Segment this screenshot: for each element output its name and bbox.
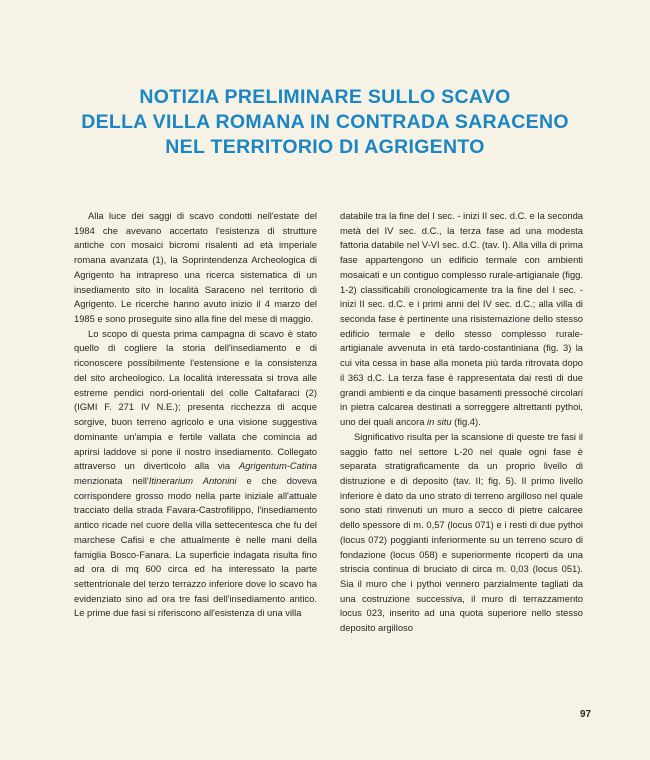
title-line-1: NOTIZIA PRELIMINARE SULLO SCAVO xyxy=(139,86,511,108)
title-line-2: DELLA VILLA ROMANA IN CONTRADA SARACENO xyxy=(81,111,569,133)
phases-text-b: (fig.4). xyxy=(451,416,481,428)
paragraph-sector xyxy=(340,430,583,636)
paragraph-phases xyxy=(340,209,583,430)
paragraph-intro xyxy=(74,209,317,327)
title-line-3: NEL TERRITORIO DI AGRIGENTO xyxy=(165,136,485,158)
scope-text-c: e che doveva corrispondere grosso modo nella parte iniziale all'attuale tracciato della strada Favara-Castrofilippo, l'insediamento antico ricade nel cuore della villa settecentesca che fu del marchese Cafisi e che attualmente è nelle mani della famiglia Bosco-Fanara. La superficie indagata risulta fino ad ora di mq 600 circa ed ha interessato la parte settentrionale del terzo terrazzo inferiore dove lo scavo ha evidenziato sino ad ora tre fasi dell'insediamento antico. Le prime due fasi si riferiscono all'esistenza di una villa xyxy=(74,474,318,619)
scope-italic-road: Agrigentum-Catina xyxy=(238,460,317,472)
paragraph-intro-text: Alla luce dei saggi di scavo condotti nell'estate del 1984 che avevano accertato l'esistenza di strutture antiche con mosaici bicromi risalenti ad età imperiale romana avanzata (1), la Soprintendenza Archeologica di Agrigento ha intrapreso una ricerca sistematica di un insediamento sito in località Saraceno nel territorio di Agrigento. Le ricerche hanno avuto inizio il 4 marzo del 1985 e sono proseguite sino alla fine del mese di maggio. xyxy=(74,210,317,325)
phases-italic-in-situ: in situ xyxy=(427,416,452,428)
scope-italic-itinerarium: Itinerarium Antonini xyxy=(148,474,237,486)
page-number: 97 xyxy=(580,709,592,720)
article-title xyxy=(0,85,650,160)
sector-text: Significativo risulta per la scansione di queste tre fasi il saggio fatto nel settore L-20 nel quale ogni fase è separata stratigraficamente da un proprio livello di distruzione e di deposito (tav. II; fig. 5). Il primo livello inferiore è dato da uno strato di terreno argilloso nel quale sono stati rinvenuti un muro a secco di pietre calcaree dello spessore di m. 0,57 (locus 071) e i resti di due pythoi (locus 072) poggianti inferiormente su un terreno scuro di fondazione (locus 058) e superiormente ricoperti da una striscia continua di bruciato di circa m. 0,03 (locus 051). Sia il muro che i pythoi vennero parzialmente tagliati da una costruzione successiva, il muro di terrazzamento locus 023, inserito ad una quota superiore nello stesso deposito argilloso xyxy=(340,430,583,634)
phases-text-a: databile tra la fine del I sec. - inizi II sec. d.C. e la seconda metà del IV sec. d.C., la terza fase ad una modesta fattoria databile nel V-VI sec. d.C. (tav. I). Alla villa di prima fase appartengono un edificio termale con ambienti mosaicati e un contiguo complesso rurale-artigianale (figg. 1-2) classificabili cronologicamente tra la fine del I sec. - inizi II sec. d.C. e i primi anni del IV sec. d.C.; alla villa di seconda fase è pertinente una risistemazione dello stesso edificio termale e dello stesso complesso rurale-artigianale avvenuta in età tardo-costantiniana (fig. 3) la cui vita cessa in base alla moneta più tarda ritrovata dopo il 363 d.C. La terza fase è rappresentata dai resti di due grandi ambienti e da cinque basamenti pressoché circolari in pietra calcarea destinati a sorreggere altrettanti pythoi, uno dei quali ancora xyxy=(340,210,583,428)
right-column xyxy=(340,209,583,636)
left-column xyxy=(74,209,317,621)
scope-text-a: Lo scopo di questa prima campagna di scavo è stato quello di cogliere la storia dell'insediamento e di riconoscere possibilmente l'estensione e la consistenza del sito archeologico. La località interessata si trova alle estreme pendici nord-orientali del colle Caltafaraci (2) (IGMI F. 271 IV N.E.); presenta ricchezza di acque sorgive, buon terreno agricolo e una visione suggestiva dominante un'ampia e fertile vallata che comincia ad aprirsi laddove si pone il nostro insediamento. Collegato attraverso un diverticolo alla via xyxy=(74,327,317,472)
scope-text-b: menzionata nell' xyxy=(74,474,149,486)
paragraph-scope xyxy=(74,327,317,621)
